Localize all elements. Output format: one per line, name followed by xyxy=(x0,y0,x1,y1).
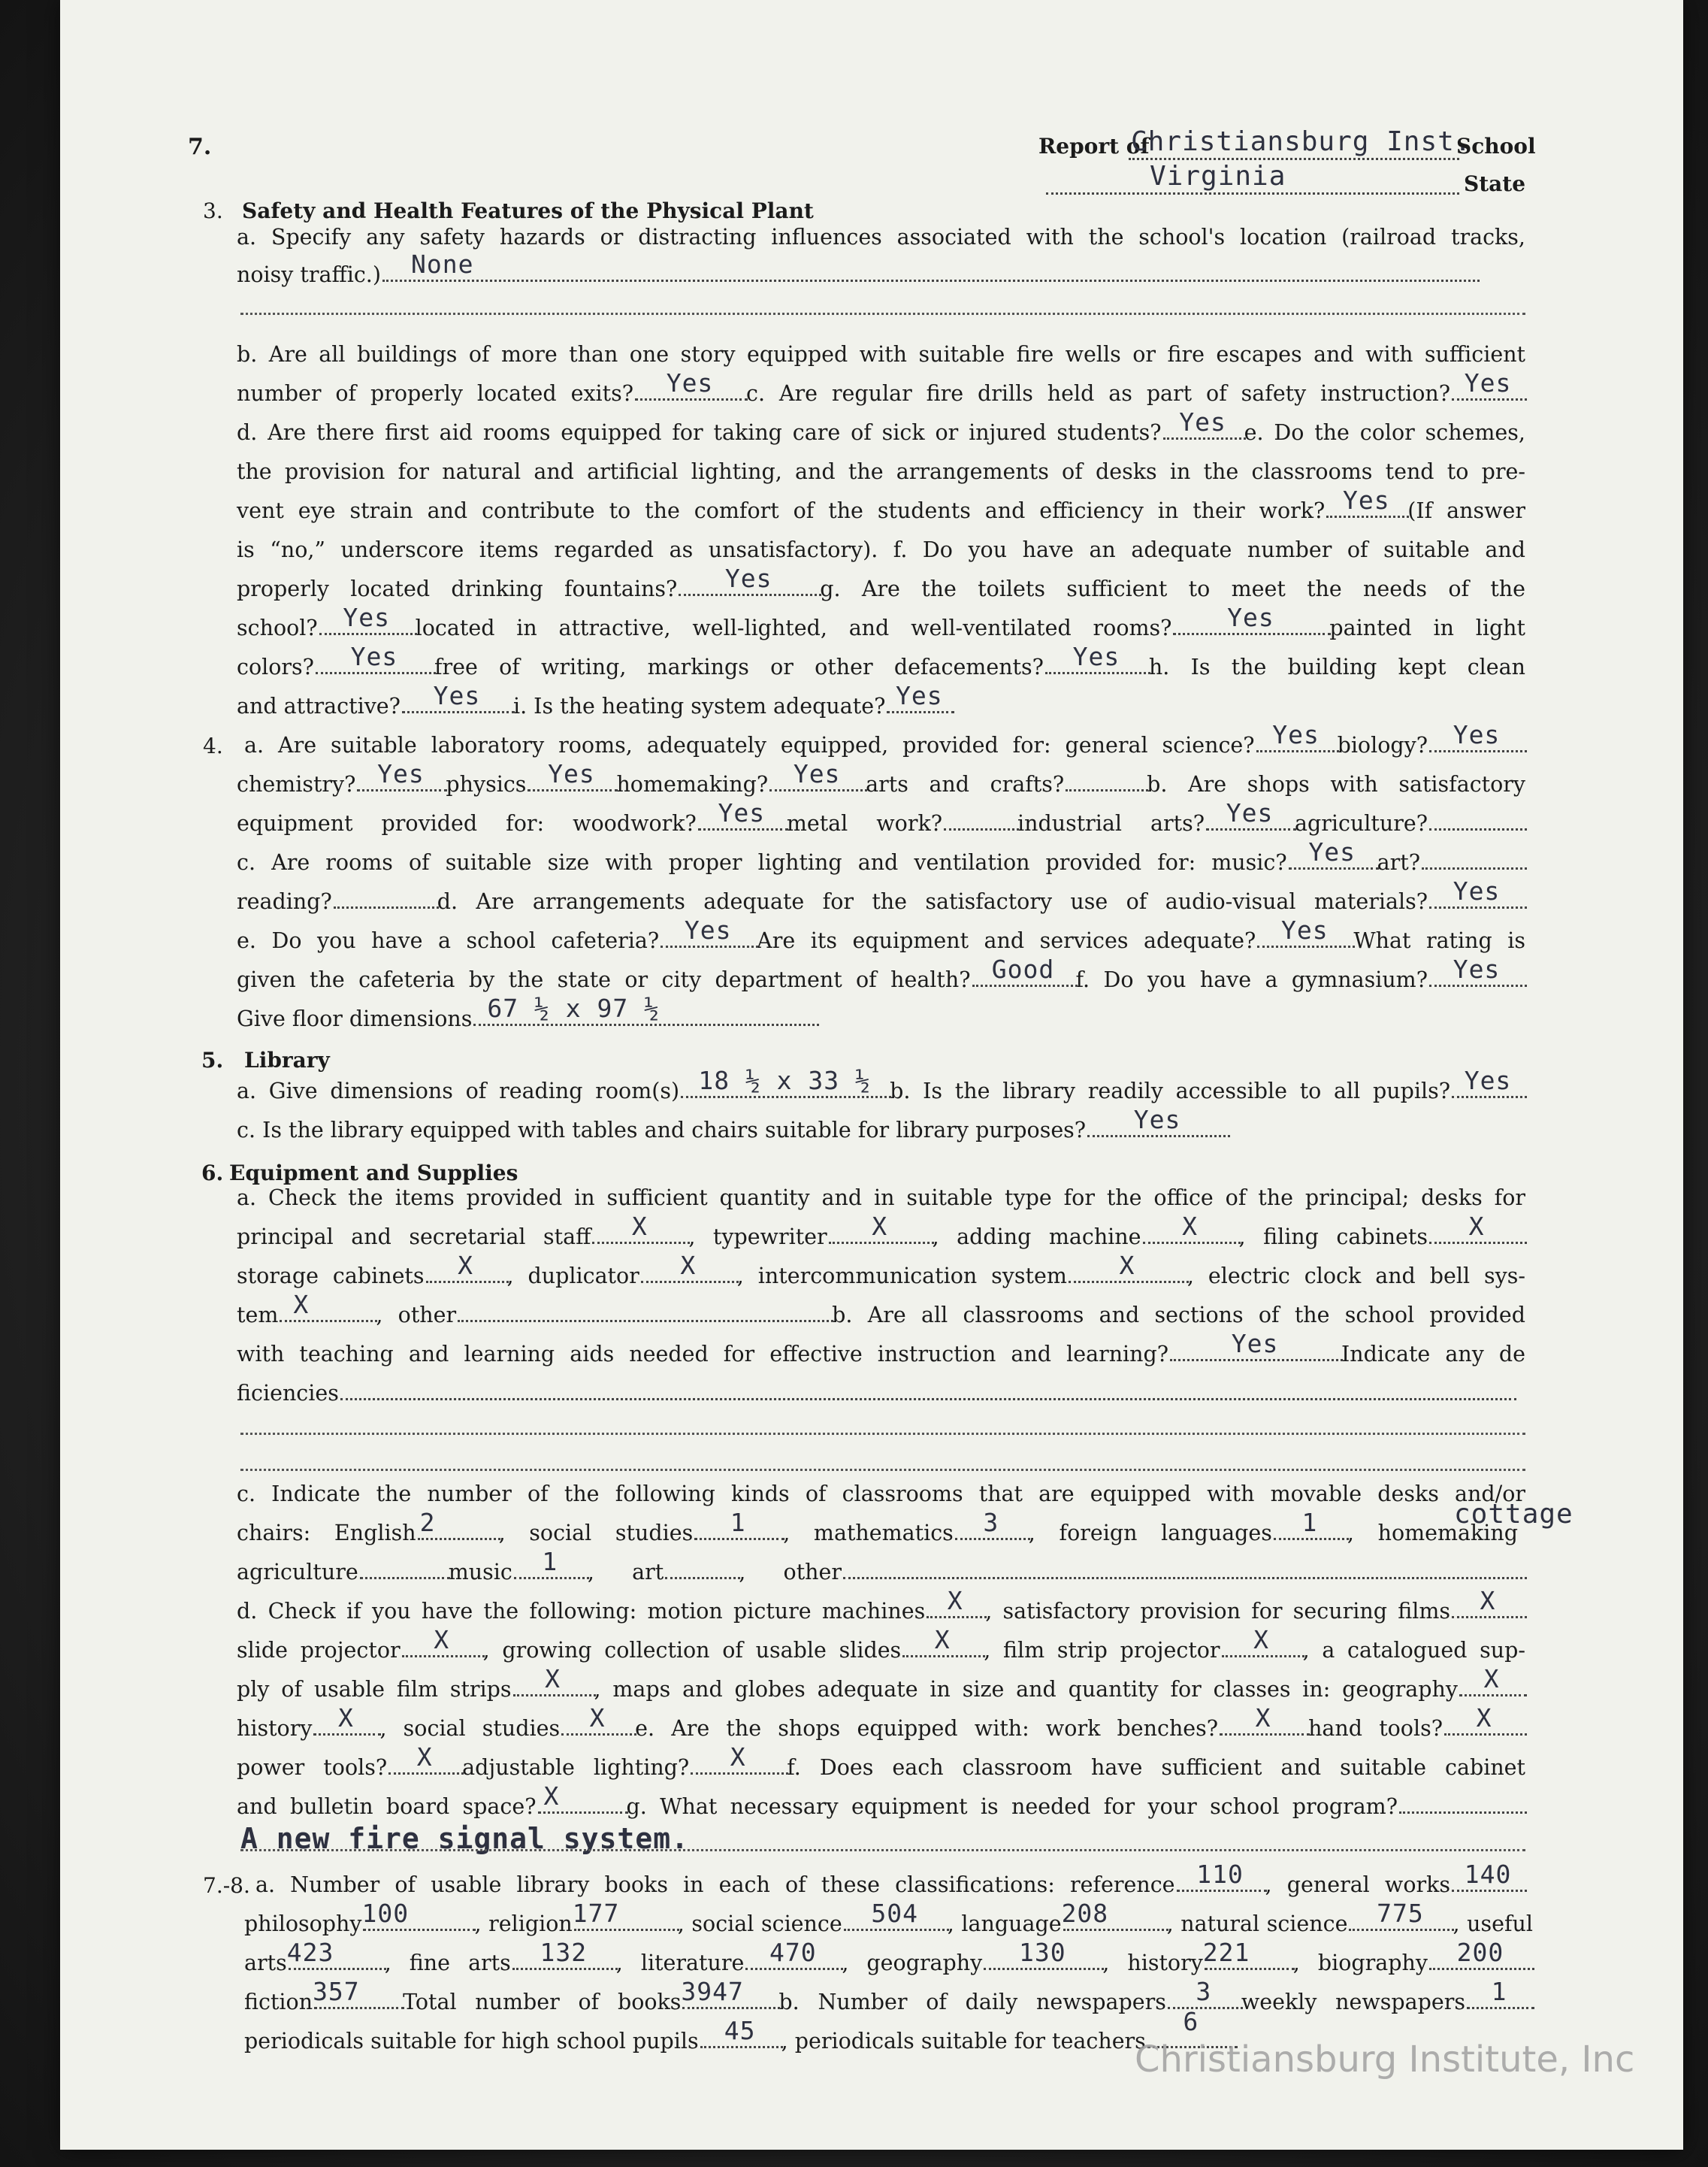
text-line: history X , social studies X e. Are the shops equipped with: work benches? X hand tools? X xyxy=(237,1709,1525,1748)
text-line: principal and secretarial staff X , typewriter X , adding machine X , filing cabinets X xyxy=(237,1218,1525,1257)
state-label: State xyxy=(1464,171,1526,196)
answer-desks: X xyxy=(631,1212,648,1241)
answer-music: Yes xyxy=(1308,837,1356,867)
answer-storage-cabinets: X xyxy=(458,1251,473,1280)
answer-geography: 130 xyxy=(1018,1938,1066,1967)
section-4-number: 4. xyxy=(203,734,223,758)
text-line: a. Specify any safety hazards or distracting influences associated with the school's location (railroad tracks, xyxy=(237,225,1525,250)
text-line: ply of usable film strips X , maps and globes adequate in size and quantity for classes in: geography X xyxy=(237,1670,1525,1709)
answer-cabinet-space: X xyxy=(543,1781,560,1811)
section-3-title: Safety and Health Features of the Physical Plant xyxy=(242,198,814,223)
answer-useful-arts: 423 xyxy=(286,1938,334,1967)
text-line: philosophy 100 , religion 177 , social science 504 , language 208 , natural science 775 , useful xyxy=(244,1905,1533,1944)
answer-library-equipped: Yes xyxy=(1133,1105,1181,1134)
answer-duplicator: X xyxy=(680,1251,697,1280)
watermark: Christiansburg Institute, Inc xyxy=(1135,2038,1635,2081)
text-line: noisy traffic.) None xyxy=(237,256,1525,295)
text-line: given the cafeteria by the state or city department of health? Good f. Do you have a gymnasium? Yes xyxy=(237,961,1525,1000)
text-line: fiction 357 Total number of books 3947 b. Number of daily newspapers 3 weekly newspapers 1 xyxy=(244,1983,1533,2022)
answer-literature: 470 xyxy=(769,1938,817,1967)
section-5-number: 5. xyxy=(201,1048,224,1073)
state-name: Virginia xyxy=(1150,161,1286,192)
text-line: reading? d. Are arrangements adequate for the satisfactory use of audio-visual materials? Yes xyxy=(237,882,1525,922)
answer-adding-machine: X xyxy=(1182,1212,1198,1241)
answer-library-accessible: Yes xyxy=(1464,1066,1512,1095)
school-name: Christiansburg Inst. xyxy=(1131,126,1472,157)
answer-philosophy: 100 xyxy=(361,1899,410,1928)
answer-daily-newspapers: 3 xyxy=(1196,1977,1212,2006)
text-line: a. Are suitable laboratory rooms, adequately equipped, provided for: general science? Yes biology? Yes xyxy=(244,726,1525,765)
answer-toilets: Yes xyxy=(343,603,390,632)
text-line: number of properly located exits? Yes c. Are regular fire drills held as part of safety instruction? Yes xyxy=(237,374,1525,413)
text-line: colors? Yes free of writing, markings or other defacements? Yes h. Is the building kept clean xyxy=(237,648,1525,687)
answer-social-studies-maps: X xyxy=(589,1703,606,1733)
text-line: and attractive? Yes i. Is the heating system adequate? Yes xyxy=(237,687,1525,726)
answer-weekly-newspapers: 1 xyxy=(1491,1977,1507,2006)
text-line: school? Yes located in attractive, well-lighted, and well-ventilated rooms? Yes painted in light xyxy=(237,609,1525,648)
answer-painted: Yes xyxy=(350,642,398,671)
answer-foreign-languages: 1 xyxy=(1301,1508,1318,1537)
answer-industrial-arts: Yes xyxy=(1226,798,1274,828)
answer-gymnasium: Yes xyxy=(1453,955,1501,984)
answer-fine-arts: 132 xyxy=(540,1938,588,1967)
section-6-title: Equipment and Supplies xyxy=(229,1161,518,1185)
text-line: a. Number of usable library books in each of these classifications: reference 110 , general works 140 xyxy=(255,1866,1525,1905)
text-line: e. Do you have a school cafeteria? Yes Are its equipment and services adequate? Yes What rating is xyxy=(237,922,1525,961)
answer-natural-science: 775 xyxy=(1377,1899,1424,1928)
text-line: vent eye strain and contribute to the comfort of the students and efficiency in their work? Yes (If answer xyxy=(237,492,1525,531)
text-line: power tools? X adjustable lighting? X f. Does each classroom have sufficient and suitable cabinet xyxy=(237,1748,1525,1787)
text-line: agriculture music 1 , art , other xyxy=(237,1553,1525,1592)
text-line: and bulletin board space? X g. What necessary equipment is needed for your school program? xyxy=(237,1787,1525,1827)
answer-eye-strain: Yes xyxy=(1342,486,1390,515)
text-line: c. Is the library equipped with tables and chairs suitable for library purposes? Yes xyxy=(237,1111,1525,1150)
answer-biography: 200 xyxy=(1456,1938,1504,1967)
section-6-number: 6. xyxy=(201,1161,224,1185)
answer-periodicals-pupils: 45 xyxy=(724,2016,756,2045)
text-line: with teaching and learning aids needed for effective instruction and learning? Yes Indicate any de xyxy=(237,1335,1525,1374)
answer-fountains: Yes xyxy=(724,564,772,593)
text-line: c. Are rooms of suitable size with proper lighting and ventilation provided for: music? Yes art? xyxy=(237,843,1525,882)
answer-social-science: 504 xyxy=(871,1899,919,1928)
answer-clean: Yes xyxy=(433,681,481,710)
text-line: slide projector X , growing collection of usable slides X , film strip projector X , a catalogued sup- xyxy=(237,1631,1525,1670)
answer-religion: 177 xyxy=(572,1899,620,1928)
answer-intercom: X xyxy=(1119,1251,1135,1280)
answer-audio-visual: Yes xyxy=(1453,876,1501,906)
text-line: chemistry? Yes physics Yes homemaking? Yes arts and crafts? b. Are shops with satisfactory xyxy=(237,765,1525,804)
answer-periodicals-teachers: 6 xyxy=(1183,2007,1199,2036)
answer-first-aid: Yes xyxy=(1179,407,1226,437)
text-line: properly located drinking fountains? Yes g. Are the toilets sufficient to meet the needs of the xyxy=(237,570,1525,609)
answer-slides: X xyxy=(934,1625,951,1654)
answer-typewriter: X xyxy=(872,1212,888,1241)
text-line: arts 423 , fine arts 132 , literature 470 , geography 130 , history 221 , biography 200 xyxy=(244,1944,1533,1983)
text-line: b. Are all buildings of more than one story equipped with suitable fire wells or fire escapes and with sufficient xyxy=(237,342,1525,367)
text-line: Give floor dimensions 67 ½ x 97 ½ xyxy=(237,1000,1525,1039)
school-label: School xyxy=(1456,134,1536,159)
answer-fire-drills: Yes xyxy=(1464,368,1512,398)
answer-general-works: 140 xyxy=(1464,1860,1512,1889)
answer-teaching-aids: Yes xyxy=(1231,1329,1279,1358)
text-line: a. Check the items provided in sufficient quantity and in suitable type for the office of the principal; desks for xyxy=(237,1185,1525,1210)
answer-mathematics: 3 xyxy=(983,1508,999,1537)
answer-floor-dimensions: 67 ½ x 97 ½ xyxy=(487,994,660,1023)
answer-cafeteria: Yes xyxy=(684,916,732,945)
answer-physics: Yes xyxy=(548,759,595,788)
report-label: Report of xyxy=(1038,134,1150,159)
text-line: storage cabinets X , duplicator X , intercommunication system X , electric clock and bell sys- xyxy=(237,1257,1525,1296)
answer-power-tools: X xyxy=(416,1742,433,1772)
text-line: periodicals suitable for high school pupils 45 , periodicals suitable for teachers 6 xyxy=(244,2022,1533,2061)
section-7-8-number: 7.-8. xyxy=(203,1873,250,1898)
text-line: ficiencies xyxy=(237,1374,1525,1413)
answer-general-science: Yes xyxy=(1272,720,1320,749)
text-line: chairs: English 2 , social studies 1 , mathematics 3 , foreign languages 1 , homemaking xyxy=(237,1514,1525,1553)
answer-films: X xyxy=(1480,1586,1496,1615)
answer-reading-room: 18 ½ x 33 ½ xyxy=(698,1066,871,1095)
answer-cafeteria-adequate: Yes xyxy=(1281,916,1329,945)
answer-free-writing: Yes xyxy=(1072,642,1120,671)
answer-total-books: 3947 xyxy=(681,1977,744,2006)
text-line: is “no,” underscore items regarded as unsatisfactory). f. Do you have an adequate number of suitable and xyxy=(237,537,1525,562)
answer-clock-bell: X xyxy=(293,1290,310,1319)
answer-geography-maps: X xyxy=(1483,1664,1500,1693)
answer-hazards: None xyxy=(411,250,474,279)
answer-english: 2 xyxy=(419,1508,436,1537)
answer-work-benches: X xyxy=(1255,1703,1271,1733)
answer-history-maps: X xyxy=(338,1703,354,1733)
section-5-title: Library xyxy=(244,1048,330,1073)
answer-history: 221 xyxy=(1202,1938,1250,1967)
text-line: a. Give dimensions of reading room(s) 18 ½ x 33 ½ b. Is the library readily accessible to all pupils? Yes xyxy=(237,1072,1525,1111)
text-line: c. Indicate the number of the following kinds of classrooms that are equipped with movable desks and/or xyxy=(237,1481,1525,1506)
answer-rooms: Yes xyxy=(1227,603,1274,632)
answer-hand-tools: X xyxy=(1476,1703,1492,1733)
answer-needed-equipment: A new fire signal system. xyxy=(240,1822,689,1855)
page-number: 7. xyxy=(188,134,212,160)
answer-film-strips: X xyxy=(545,1664,561,1693)
text-line: tem X , other b. Are all classrooms and sections of the school provided xyxy=(237,1296,1525,1335)
section-3-number: 3. xyxy=(203,198,223,223)
answer-fiction: 357 xyxy=(313,1977,360,2006)
answer-biology: Yes xyxy=(1453,720,1501,749)
answer-heating: Yes xyxy=(896,681,943,710)
answer-adjustable-lighting: X xyxy=(730,1742,746,1772)
answer-exits: Yes xyxy=(666,368,714,398)
answer-film-strip-projector: X xyxy=(1253,1625,1269,1654)
answer-woodwork: Yes xyxy=(718,798,766,828)
answer-filing-cabinets: X xyxy=(1468,1212,1485,1241)
answer-language: 208 xyxy=(1061,1899,1109,1928)
answer-music-room: 1 xyxy=(542,1547,558,1576)
answer-slide-projector: X xyxy=(434,1625,450,1654)
answer-chemistry: Yes xyxy=(377,759,425,788)
answer-rating: Good xyxy=(991,955,1055,984)
text-line: d. Are there first aid rooms equipped for taking care of sick or injured students? Yes e. Do the color schemes, xyxy=(237,413,1525,452)
text-line: equipment provided for: woodwork? Yes metal work? industrial arts? Yes agriculture? xyxy=(237,804,1525,843)
answer-social-studies: 1 xyxy=(730,1508,746,1537)
answer-homemaking: Yes xyxy=(793,759,841,788)
answer-reference: 110 xyxy=(1196,1860,1244,1889)
answer-homemaking-room: cottage xyxy=(1454,1499,1573,1530)
answer-motion-picture: X xyxy=(947,1586,963,1615)
text-line: the provision for natural and artificial lighting, and the arrangements of desks in the classrooms tend to pre- xyxy=(237,459,1525,484)
text-line: d. Check if you have the following: motion picture machines X , satisfactory provision for securing films X xyxy=(237,1592,1525,1631)
